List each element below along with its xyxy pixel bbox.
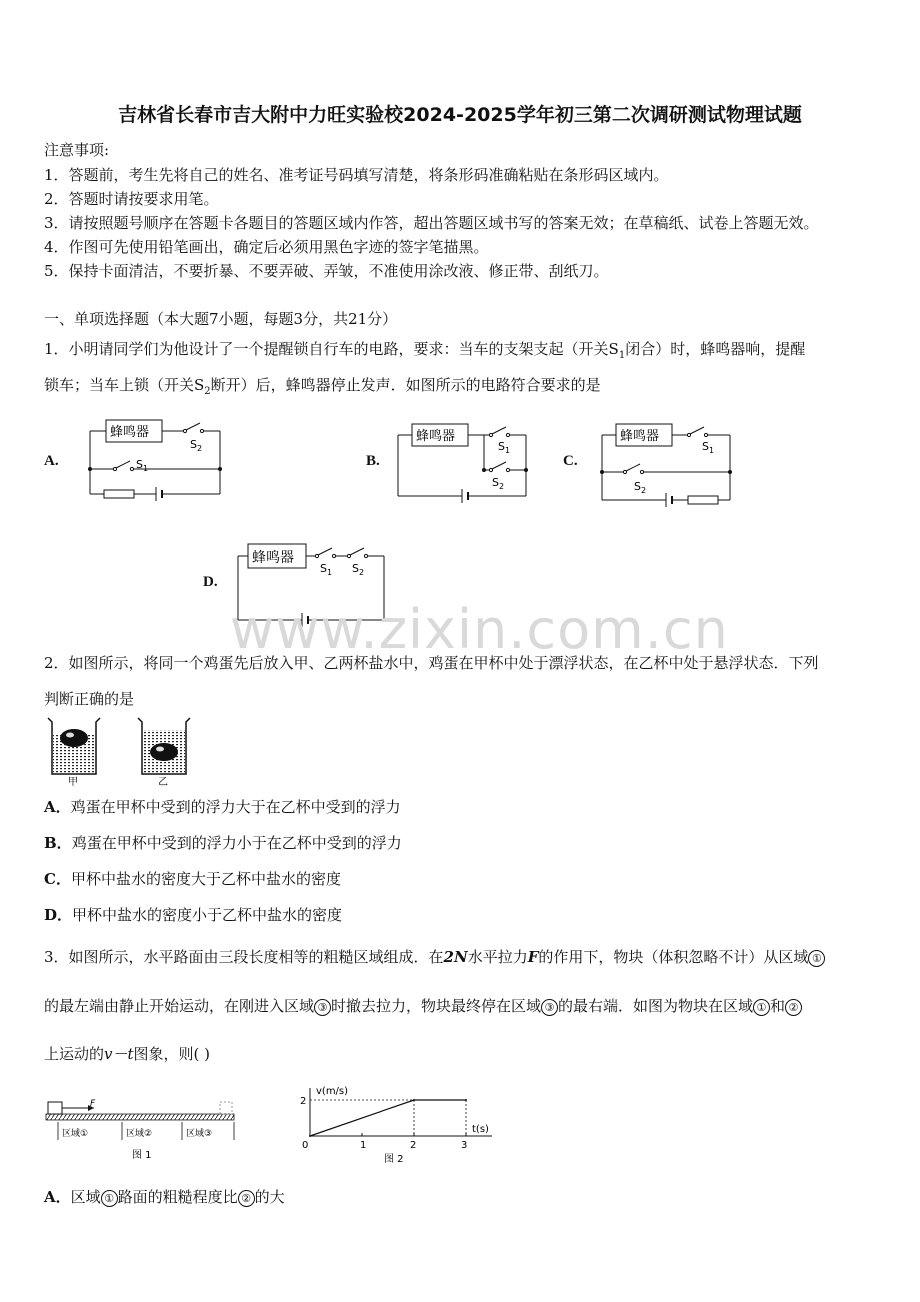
doc-title: 吉林省长春市吉大附中力旺实验校2024-2025学年初三第二次调研测试物理试题 — [118, 104, 802, 126]
vt-point — [413, 1099, 415, 1101]
svg-text:蜂鸣器: 蜂鸣器 — [416, 429, 456, 444]
svg-text:S2: $S_2$ — [352, 562, 365, 577]
q2-option-b: B．鸡蛋在甲杯中受到的浮力小于在乙杯中受到的浮力 — [44, 834, 402, 852]
q3-line1: 3．如图所示，水平路面由三段长度相等的粗糙区域组成．在2N水平拉力F的作用下，物块（体积忽略不计）从区域 ① — [44, 946, 825, 967]
road-figure — [44, 1094, 239, 1164]
q3-option-a: A．区域 ① 路面的粗糙程度比 ② 的大 — [44, 1188, 285, 1206]
egg-cups-figure — [44, 714, 204, 786]
q1-option-d-label: D. — [203, 574, 218, 590]
q3-line2: 的最左端由静止开始运动，在刚进入区域 ③ 时撤去拉力，物块最终停在区域 ③ 的最右端．如图为物块在区域 ① 和 ② — [44, 995, 802, 1016]
vt-point — [465, 1099, 467, 1101]
x-tick-label: 0 — [302, 1140, 309, 1151]
q1-option-a-label: A. — [44, 453, 59, 469]
svg-text:S1: $S_1$ — [702, 440, 715, 455]
zone-label: 区域② — [126, 1129, 153, 1139]
notice-item: 5．保持卡面清洁，不要折暴、不要弄破、弄皱，不准使用涂改液、修正带、刮纸刀。 — [44, 262, 609, 280]
buzzer-label: 蜂鸣器 — [110, 425, 150, 440]
q2-option-a: A．鸡蛋在甲杯中受到的浮力大于在乙杯中受到的浮力 — [44, 798, 401, 816]
vt-chart — [296, 1082, 506, 1164]
q1-line2: 锁车；当车上锁（开关$S_2$断开）后，蜂鸣器停止发声．如图所示的电路符合要求的是 — [44, 376, 601, 397]
cup-label: 甲 — [68, 777, 78, 786]
zone-label: 区域③ — [186, 1129, 213, 1139]
y-axis-label: v(m/s) — [316, 1086, 349, 1097]
circuit-a — [84, 412, 229, 510]
notice-item: 2．答题时请按要求用笔。 — [44, 190, 219, 208]
q2-option-d: D．甲杯中盐水的密度小于乙杯中盐水的密度 — [44, 906, 343, 924]
notice-item: 1．答题前，考生先将自己的姓名、准考证号码填写清楚，将条形码准确粘贴在条形码区域内。 — [44, 166, 669, 184]
vt-series-line — [310, 1100, 466, 1136]
q2-option-c: C．甲杯中盐水的密度大于乙杯中盐水的密度 — [44, 870, 341, 888]
q1-option-c-label: C. — [563, 453, 578, 469]
svg-text:S2: $S_2$ — [492, 476, 505, 491]
circuit-b — [392, 418, 537, 510]
circuit-c — [596, 418, 741, 510]
svg-text:蜂鸣器: 蜂鸣器 — [620, 429, 660, 444]
y-tick-label: 2 — [300, 1096, 307, 1107]
force-label: F — [90, 1099, 96, 1109]
fig1-caption: 图 1 — [132, 1150, 152, 1161]
x-tick-label: 1 — [360, 1140, 367, 1151]
svg-text:S1: $S_1$ — [136, 458, 149, 473]
svg-text:S1: $S_1$ — [498, 440, 511, 455]
notice-heading: 注意事项: — [44, 141, 110, 159]
x-tick-label: 3 — [461, 1140, 468, 1151]
svg-text:蜂鸣器: 蜂鸣器 — [252, 550, 294, 566]
svg-text:S2: $S_2$ — [634, 480, 647, 495]
x-tick-label: 2 — [410, 1140, 417, 1151]
q1-line1: 1．小明请同学们为他设计了一个提醒锁自行车的电路，要求：当车的支架支起（开关$S_1$闭合）时，蜂鸣器响，提醒 — [44, 340, 806, 361]
watermark: www.zixin.com.cn — [230, 598, 729, 661]
svg-text:S2: $S_2$ — [190, 438, 203, 453]
notice-item: 3．请按照题号顺序在答题卡各题目的答题区域内作答，超出答题区域书写的答案无效；在草稿纸、试卷上答题无效。 — [44, 214, 819, 232]
q1-option-b-label: B. — [366, 453, 380, 469]
q3-line3: 上运动的v－t图象，则( ) — [44, 1045, 211, 1063]
svg-text:S1: $S_1$ — [320, 562, 333, 577]
q2-line1: 2．如图所示，将同一个鸡蛋先后放入甲、乙两杯盐水中，鸡蛋在甲杯中处于漂浮状态，在乙杯中处于悬浮状态．下列 — [44, 654, 819, 672]
q2-line2: 判断正确的是 — [44, 690, 135, 708]
fig2-caption: 图 2 — [384, 1154, 404, 1164]
vt-point — [309, 1135, 311, 1137]
x-axis-label: t(s) — [472, 1124, 489, 1135]
cup-label: 乙 — [158, 777, 168, 786]
notice-item: 4．作图可先使用铅笔画出，确定后必须用黑色字迹的签字笔描黑。 — [44, 238, 489, 256]
zone-label: 区域① — [62, 1129, 89, 1139]
section-heading: 一、单项选择题（本大题7小题，每题3分，共21分） — [44, 310, 398, 328]
